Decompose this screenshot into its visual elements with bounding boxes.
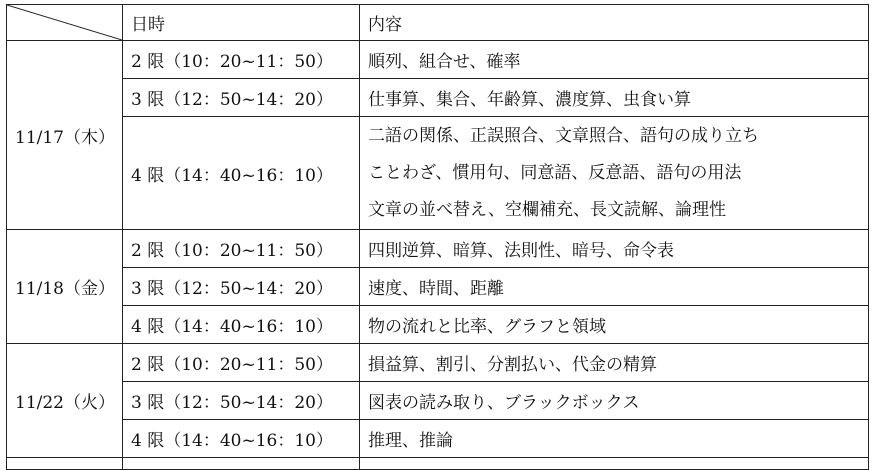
content-cell — [360, 117, 869, 230]
period-cell: 2 限（10：20~11：50） — [123, 41, 360, 79]
content-cell: 速度、時間、距離 — [360, 268, 869, 306]
content-cell: 図表の読み取り、ブラックボックス — [360, 382, 869, 420]
table-row — [7, 420, 869, 458]
period-cell: 2 限（10：20~11：50） — [123, 344, 360, 382]
content-line: 文章の並べ替え、空欄補充、長文読解、論理性 — [368, 199, 727, 220]
schedule-table — [6, 4, 869, 470]
content-line: ことわざ、慣用句、同意語、反意語、語句の用法 — [368, 162, 742, 183]
header-content: 内容 — [360, 5, 869, 41]
table-row — [7, 117, 869, 230]
content-cell: 物の流れと比率、グラフと領域 — [360, 306, 869, 344]
content-cell: 損益算、割引、分割払い、代金の精算 — [360, 344, 869, 382]
date-cell: 11/17（木） — [7, 41, 123, 230]
table-row — [7, 79, 869, 117]
table-row — [7, 268, 869, 306]
table-row — [7, 306, 869, 344]
table-row — [7, 382, 869, 420]
period-cell: 3 限（12：50~14：20） — [123, 382, 360, 420]
header-datetime: 日時 — [123, 5, 360, 41]
table-row — [7, 230, 869, 268]
content-cell: 推理、推論 — [360, 420, 869, 458]
corner-cell — [7, 5, 123, 41]
table-row — [7, 41, 869, 79]
diagonal-divider — [7, 5, 122, 40]
date-cell: 11/22（火） — [7, 344, 123, 458]
period-cell: 3 限（12：50~14：20） — [123, 268, 360, 306]
date-cell: 11/18（金） — [7, 230, 123, 344]
content-cell: 四則逆算、暗算、法則性、暗号、命令表 — [360, 230, 869, 268]
content-line: 二語の関係、正誤照合、文章照合、語句の成り立ち — [368, 125, 759, 146]
header-row — [7, 5, 869, 41]
period-cell: 4 限（14：40~16：10） — [123, 420, 360, 458]
period-cell: 2 限（10：20~11：50） — [123, 230, 360, 268]
content-cell: 順列、組合せ、確率 — [360, 41, 869, 79]
content-cell: 仕事算、集合、年齢算、濃度算、虫食い算 — [360, 79, 869, 117]
table-row — [7, 344, 869, 382]
period-cell: 4 限（14：40~16：10） — [123, 117, 360, 230]
period-cell: 3 限（12：50~14：20） — [123, 79, 360, 117]
period-cell: 4 限（14：40~16：10） — [123, 306, 360, 344]
